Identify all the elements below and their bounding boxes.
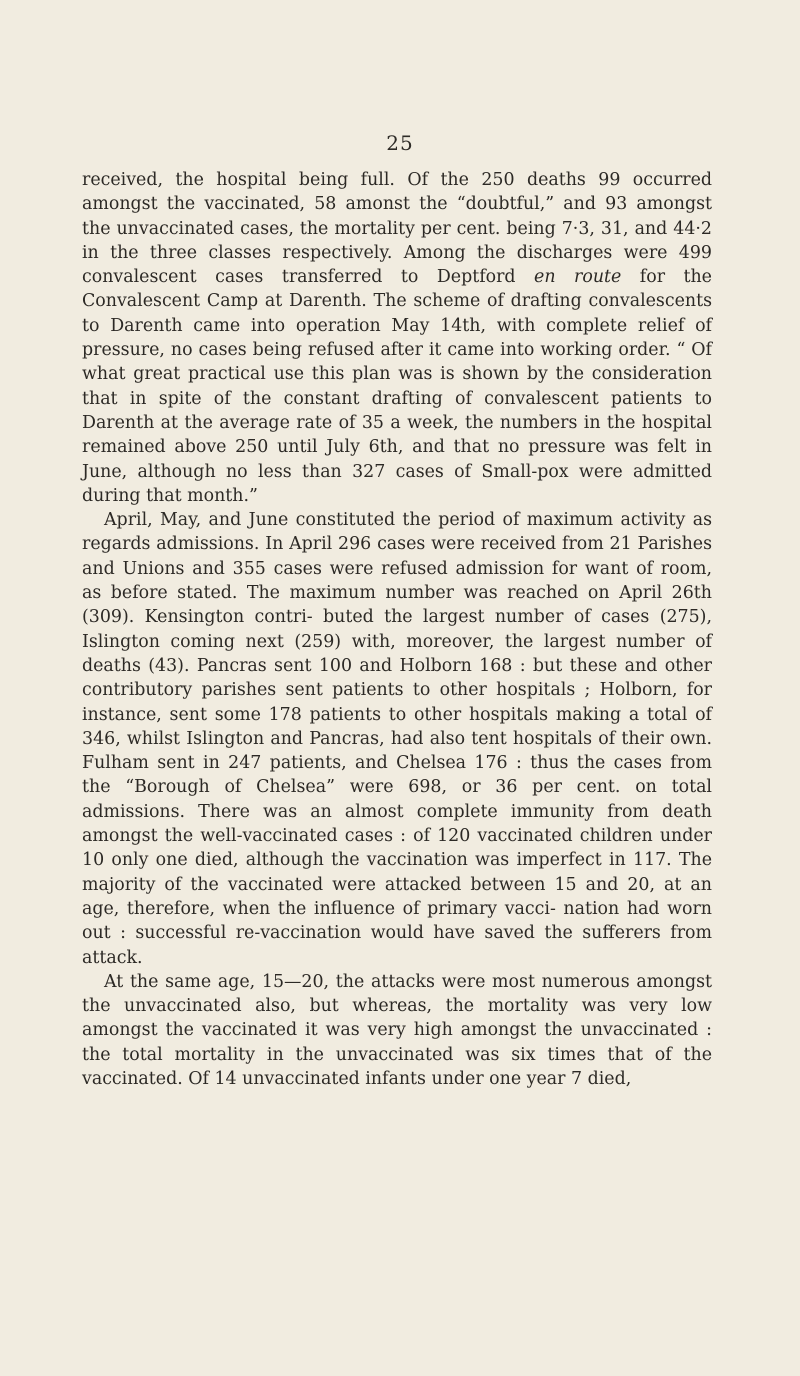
paragraph-1 bbox=[82, 168, 712, 508]
paragraph-1-italic-phrase: en route bbox=[534, 267, 622, 288]
page-number: 25 bbox=[386, 131, 414, 155]
body-text bbox=[82, 168, 712, 1091]
paragraph-2: April, May, and June constituted the period of maximum activity as regards admissions. In April 296 cases were received from 21 Parishes and Unions and 355 cases were refused admission for want of room, as before stated. The maximum number was reached on April 26th (309). Kensington contri- buted the largest number of cases (275), Islington coming next (259) with, moreover, the largest number of deaths (43). Pancras sent 100 and Holborn 168 : but these and other contributory parishes sent patients to other hospitals ; Holborn, for instance, sent some 178 patients to other hospitals making a total of 346, whilst Islington and Pancras, had also tent hospitals of their own. Fulham sent in 247 patients, and Chelsea 176 : thus the cases from the “Borough of Chelsea” were 698, or 36 per cent. on total admissions. There was an almost complete immunity from death amongst the well-vaccinated cases : of 120 vaccinated children under 10 only one died, although the vaccination was imperfect in 117. The majority of the vaccinated were attacked between 15 and 20, at an age, therefore, when the influence of primary vacci- nation had worn out : successful re-vaccination would have saved the sufferers from attack. bbox=[82, 510, 712, 968]
paragraph-1-part-1: received, the hospital being full. Of the 250 deaths 99 occurred amongst the vaccinated, 58 amonst the “doubtful,” and 93 amongst the unvaccinated cases, the mortality per cent. being 7·3, 31, and 44·2 in the three classes respectively. Among the discharges were 499 convalescent cases transferred to Deptford bbox=[82, 170, 712, 288]
paragraph-1-part-2: for the Convalescent Camp at Darenth. The scheme of drafting convalescents to Darenth came into operation May 14th, with complete relief of pressure, no cases being refused after it came into working order. “ Of what great practical use this plan was is shown by the consideration that in spite of the constant drafting of convalescent patients to Darenth at the average rate of 35 a week, the numbers in the hospital remained above 250 until July 6th, and that no pressure was felt in June, although no less than 327 cases of Small-pox were admitted during that month.” bbox=[82, 267, 712, 506]
paragraph-3: At the same age, 15—20, the attacks were most numerous amongst the unvaccinated also, but whereas, the mortality was very low amongst the vaccinated it was very high amongst the unvaccinated : the total mortality in the unvaccinated was six times that of the vaccinated. Of 14 unvaccinated infants under one year 7 died, bbox=[82, 971, 712, 1089]
